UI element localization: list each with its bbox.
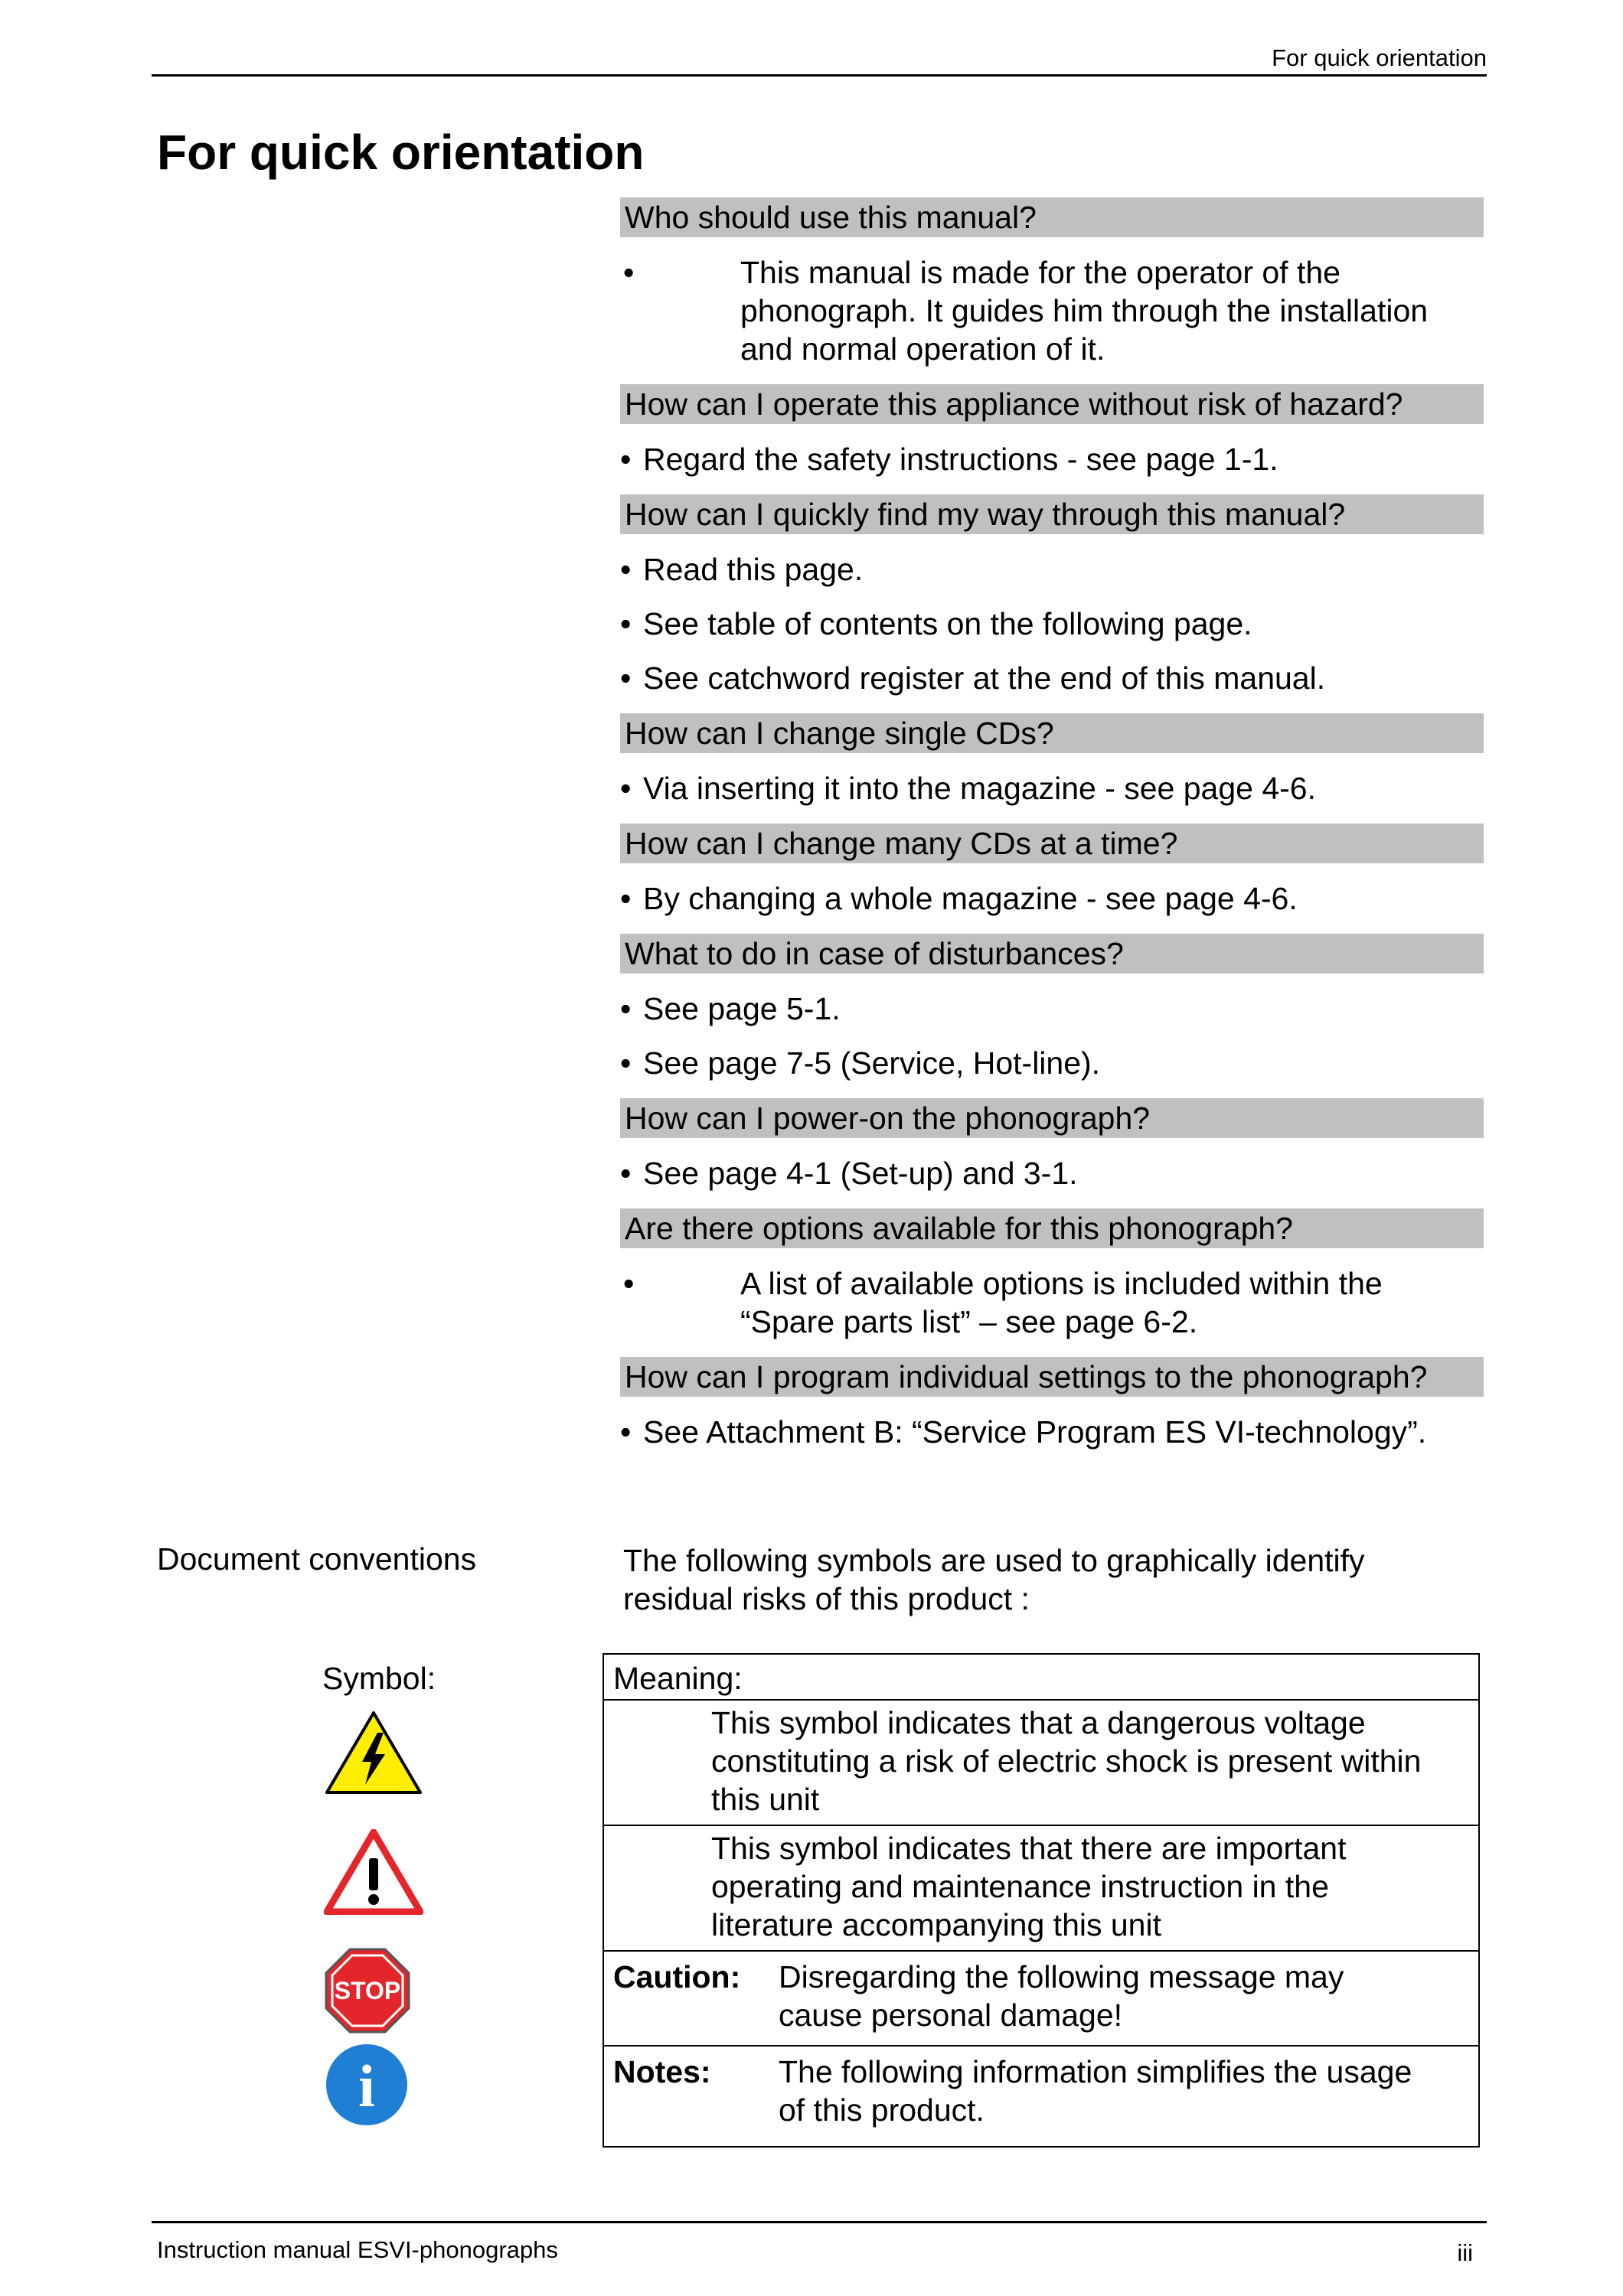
faq-question: How can I power-on the phonograph?: [620, 1098, 1484, 1138]
faq-answer: [620, 605, 1484, 643]
bullet-icon: •: [620, 1156, 632, 1191]
answer-line: “Spare parts list” – see page 6-2.: [740, 1304, 1198, 1339]
info-icon: [324, 2042, 410, 2128]
meaning-line: This symbol indicates that there are important: [711, 1831, 1347, 1866]
answer-line: Via inserting it into the magazine - see page 4-6.: [643, 771, 1316, 806]
bullet-icon: •: [620, 881, 632, 916]
symbol-meaning-table: [603, 1653, 1480, 2148]
faq-question: How can I change single CDs?: [620, 713, 1484, 753]
bullet-icon: •: [620, 552, 632, 587]
symbol-column-header: Symbol:: [322, 1661, 436, 1696]
faq-question: How can I program individual settings to the phonograph?: [620, 1357, 1484, 1397]
bullet-icon: •: [623, 1266, 635, 1301]
bullet-icon: •: [620, 991, 632, 1026]
voltage-meaning: [603, 1700, 1479, 1825]
faq-answer: [620, 1044, 1484, 1082]
intro-line: The following symbols are used to graphically identify: [623, 1543, 1365, 1578]
meaning-line: Disregarding the following message may: [779, 1959, 1344, 1994]
footer-rule: [152, 2221, 1487, 2223]
faq-answer: [620, 879, 1484, 918]
meaning-line: constituting a risk of electric shock is present within: [711, 1743, 1422, 1779]
intro-line: residual risks of this product :: [623, 1581, 1030, 1616]
answer-line: Regard the safety instructions - see page 1-1.: [643, 442, 1278, 477]
faq-answer: [620, 769, 1484, 807]
page-title: For quick orientation: [157, 125, 645, 180]
faq-answer: [620, 659, 1484, 697]
faq-question: How can I operate this appliance without risk of hazard?: [620, 384, 1484, 424]
caution-label: Caution:: [613, 1959, 741, 1994]
high-voltage-warning-icon: [324, 1710, 423, 1795]
answer-line: See page 5-1.: [643, 991, 841, 1026]
answer-line: A list of available options is included within the: [740, 1266, 1383, 1301]
faq-question: What to do in case of disturbances?: [620, 934, 1484, 974]
notes-label: Notes:: [613, 2054, 711, 2089]
answer-line: and normal operation of it.: [740, 331, 1105, 367]
faq-question: Who should use this manual?: [620, 197, 1484, 237]
meaning-line: of this product.: [779, 2092, 985, 2128]
meaning-line: operating and maintenance instruction in the: [711, 1869, 1329, 1904]
footer-manual-title: Instruction manual ESVI-phonographs: [157, 2236, 558, 2263]
answer-line: See table of contents on the following page.: [643, 606, 1252, 641]
bullet-icon: •: [620, 1414, 632, 1450]
document-conventions-intro: [623, 1541, 1473, 1618]
info-icon-glyph: i: [358, 2053, 375, 2119]
answer-line: See Attachment B: “Service Program ES VI-technology”.: [643, 1414, 1427, 1450]
answer-line: See catchword register at the end of this manual.: [643, 660, 1326, 696]
answer-line: phonograph. It guides him through the installation: [740, 293, 1429, 328]
attention-warning-icon: [324, 1829, 423, 1915]
faq-answer: [620, 1264, 1484, 1341]
faq-answer: [620, 440, 1484, 478]
faq-answer: [620, 1413, 1484, 1451]
answer-line: This manual is made for the operator of the: [740, 255, 1341, 290]
answer-line: See page 7-5 (Service, Hot-line).: [643, 1045, 1101, 1081]
bullet-icon: •: [620, 606, 632, 641]
meaning-line: literature accompanying this unit: [711, 1907, 1161, 1942]
faq-answer: [620, 1154, 1484, 1192]
meaning-line: this unit: [711, 1782, 820, 1817]
stop-sign-icon: [324, 1947, 411, 2034]
faq-question: How can I change many CDs at a time?: [620, 823, 1484, 863]
bullet-icon: •: [620, 1045, 632, 1081]
faq-question: How can I quickly find my way through this manual?: [620, 494, 1484, 534]
answer-line: By changing a whole magazine - see page 4-6.: [643, 881, 1298, 916]
meaning-header: Meaning:: [603, 1654, 1479, 1700]
header-rule: [152, 74, 1487, 77]
bullet-icon: •: [623, 255, 635, 290]
bullet-icon: •: [620, 442, 632, 477]
faq-answer: [620, 990, 1484, 1028]
running-header: For quick orientation: [1272, 44, 1487, 71]
faq-answer: [620, 253, 1484, 368]
notes-meaning: [603, 2046, 1479, 2147]
faq-list: [620, 197, 1484, 1467]
faq-question: Are there options available for this phonograph?: [620, 1208, 1484, 1248]
attention-meaning: [603, 1825, 1479, 1951]
meaning-line: This symbol indicates that a dangerous voltage: [711, 1705, 1366, 1740]
meaning-line: The following information simplifies the usage: [779, 2054, 1412, 2089]
page-number: iii: [1457, 2239, 1473, 2266]
answer-line: Read this page.: [643, 552, 864, 587]
faq-answer: [620, 550, 1484, 589]
bullet-icon: •: [620, 660, 632, 696]
caution-meaning: [603, 1951, 1479, 2046]
stop-sign-label: STOP: [334, 1977, 401, 2004]
meaning-line: cause personal damage!: [779, 1998, 1123, 2033]
answer-line: See page 4-1 (Set-up) and 3-1.: [643, 1156, 1078, 1191]
document-conventions-label: Document conventions: [157, 1541, 477, 1577]
bullet-icon: •: [620, 771, 632, 806]
